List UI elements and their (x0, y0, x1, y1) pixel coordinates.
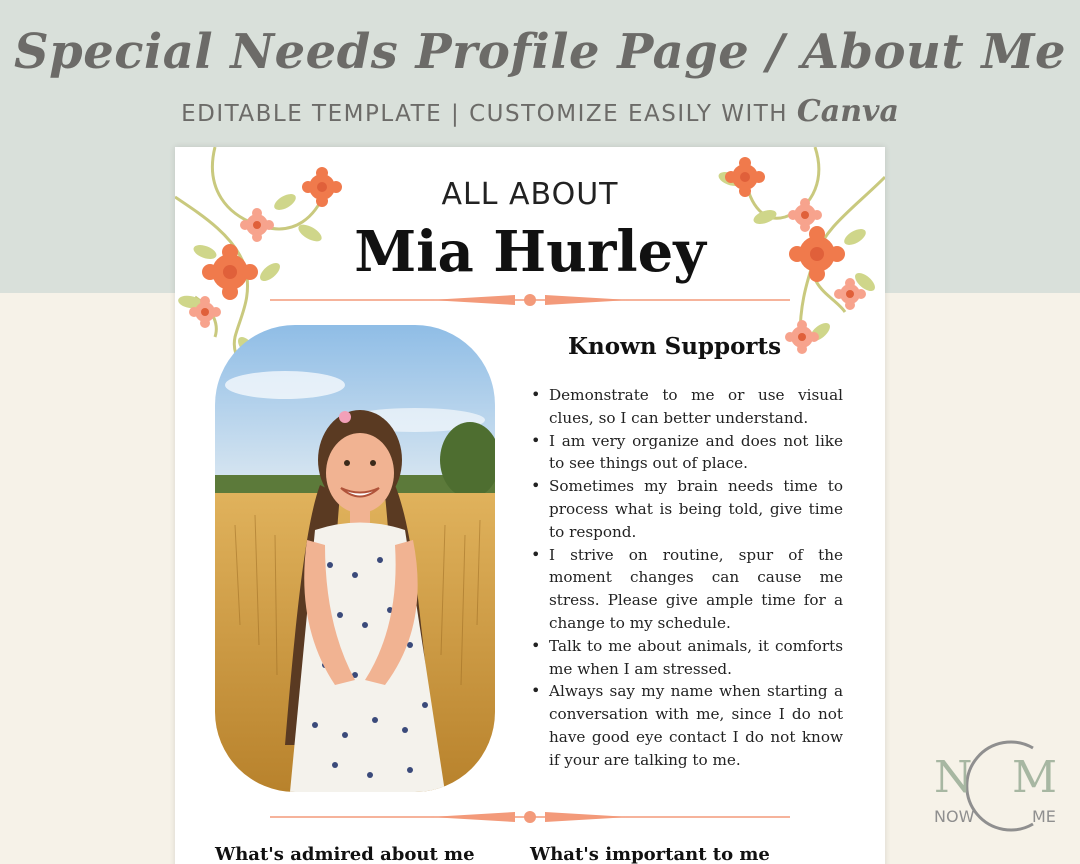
important-section-heading: What's important to me (530, 844, 770, 864)
profile-heading: ALL ABOUT (441, 177, 619, 212)
ornamental-divider-top-icon (270, 292, 790, 308)
known-supports-list (531, 384, 843, 772)
list-item: • Talk to me about animals, it comforts me when I am stressed. (531, 635, 843, 681)
profile-name: Mia Hurley (354, 219, 706, 285)
banner-subtitle-text: EDITABLE TEMPLATE | CUSTOMIZE EASILY WITH (181, 101, 789, 127)
profile-sheet (175, 147, 885, 864)
admired-section-heading: What's admired about me (215, 844, 475, 864)
canva-logo-text: Canva (796, 94, 899, 129)
list-item: • I am very organize and does not like to see things out of place. (531, 430, 843, 476)
list-item: • Demonstrate to me or use visual clues, so I can better understand. (531, 384, 843, 430)
banner-subtitle (0, 94, 1080, 129)
list-item: • I strive on routine, spur of the moment changes can cause me stress. Please give ample time for a change to my schedule. (531, 544, 843, 635)
logo-letter-m: M (1012, 752, 1058, 803)
girl-in-wheat-field-photo (215, 325, 495, 792)
ornamental-divider-bottom-icon (270, 809, 790, 825)
now-me-logo-icon (928, 740, 1058, 832)
logo-word-me: ME (1032, 807, 1056, 826)
profile-photo (215, 325, 495, 792)
banner-title: Special Needs Profile Page / About Me (13, 24, 1067, 80)
logo-letter-n: N (934, 752, 973, 803)
list-item: • Always say my name when starting a conversation with me, since I do not have good eye contact I do not know if your are talking to me. (531, 680, 843, 771)
list-item: • Sometimes my brain needs time to process what is being told, give time to respond. (531, 475, 843, 543)
logo-word-now: NOW (934, 807, 975, 826)
known-supports-heading: Known Supports (568, 333, 782, 360)
